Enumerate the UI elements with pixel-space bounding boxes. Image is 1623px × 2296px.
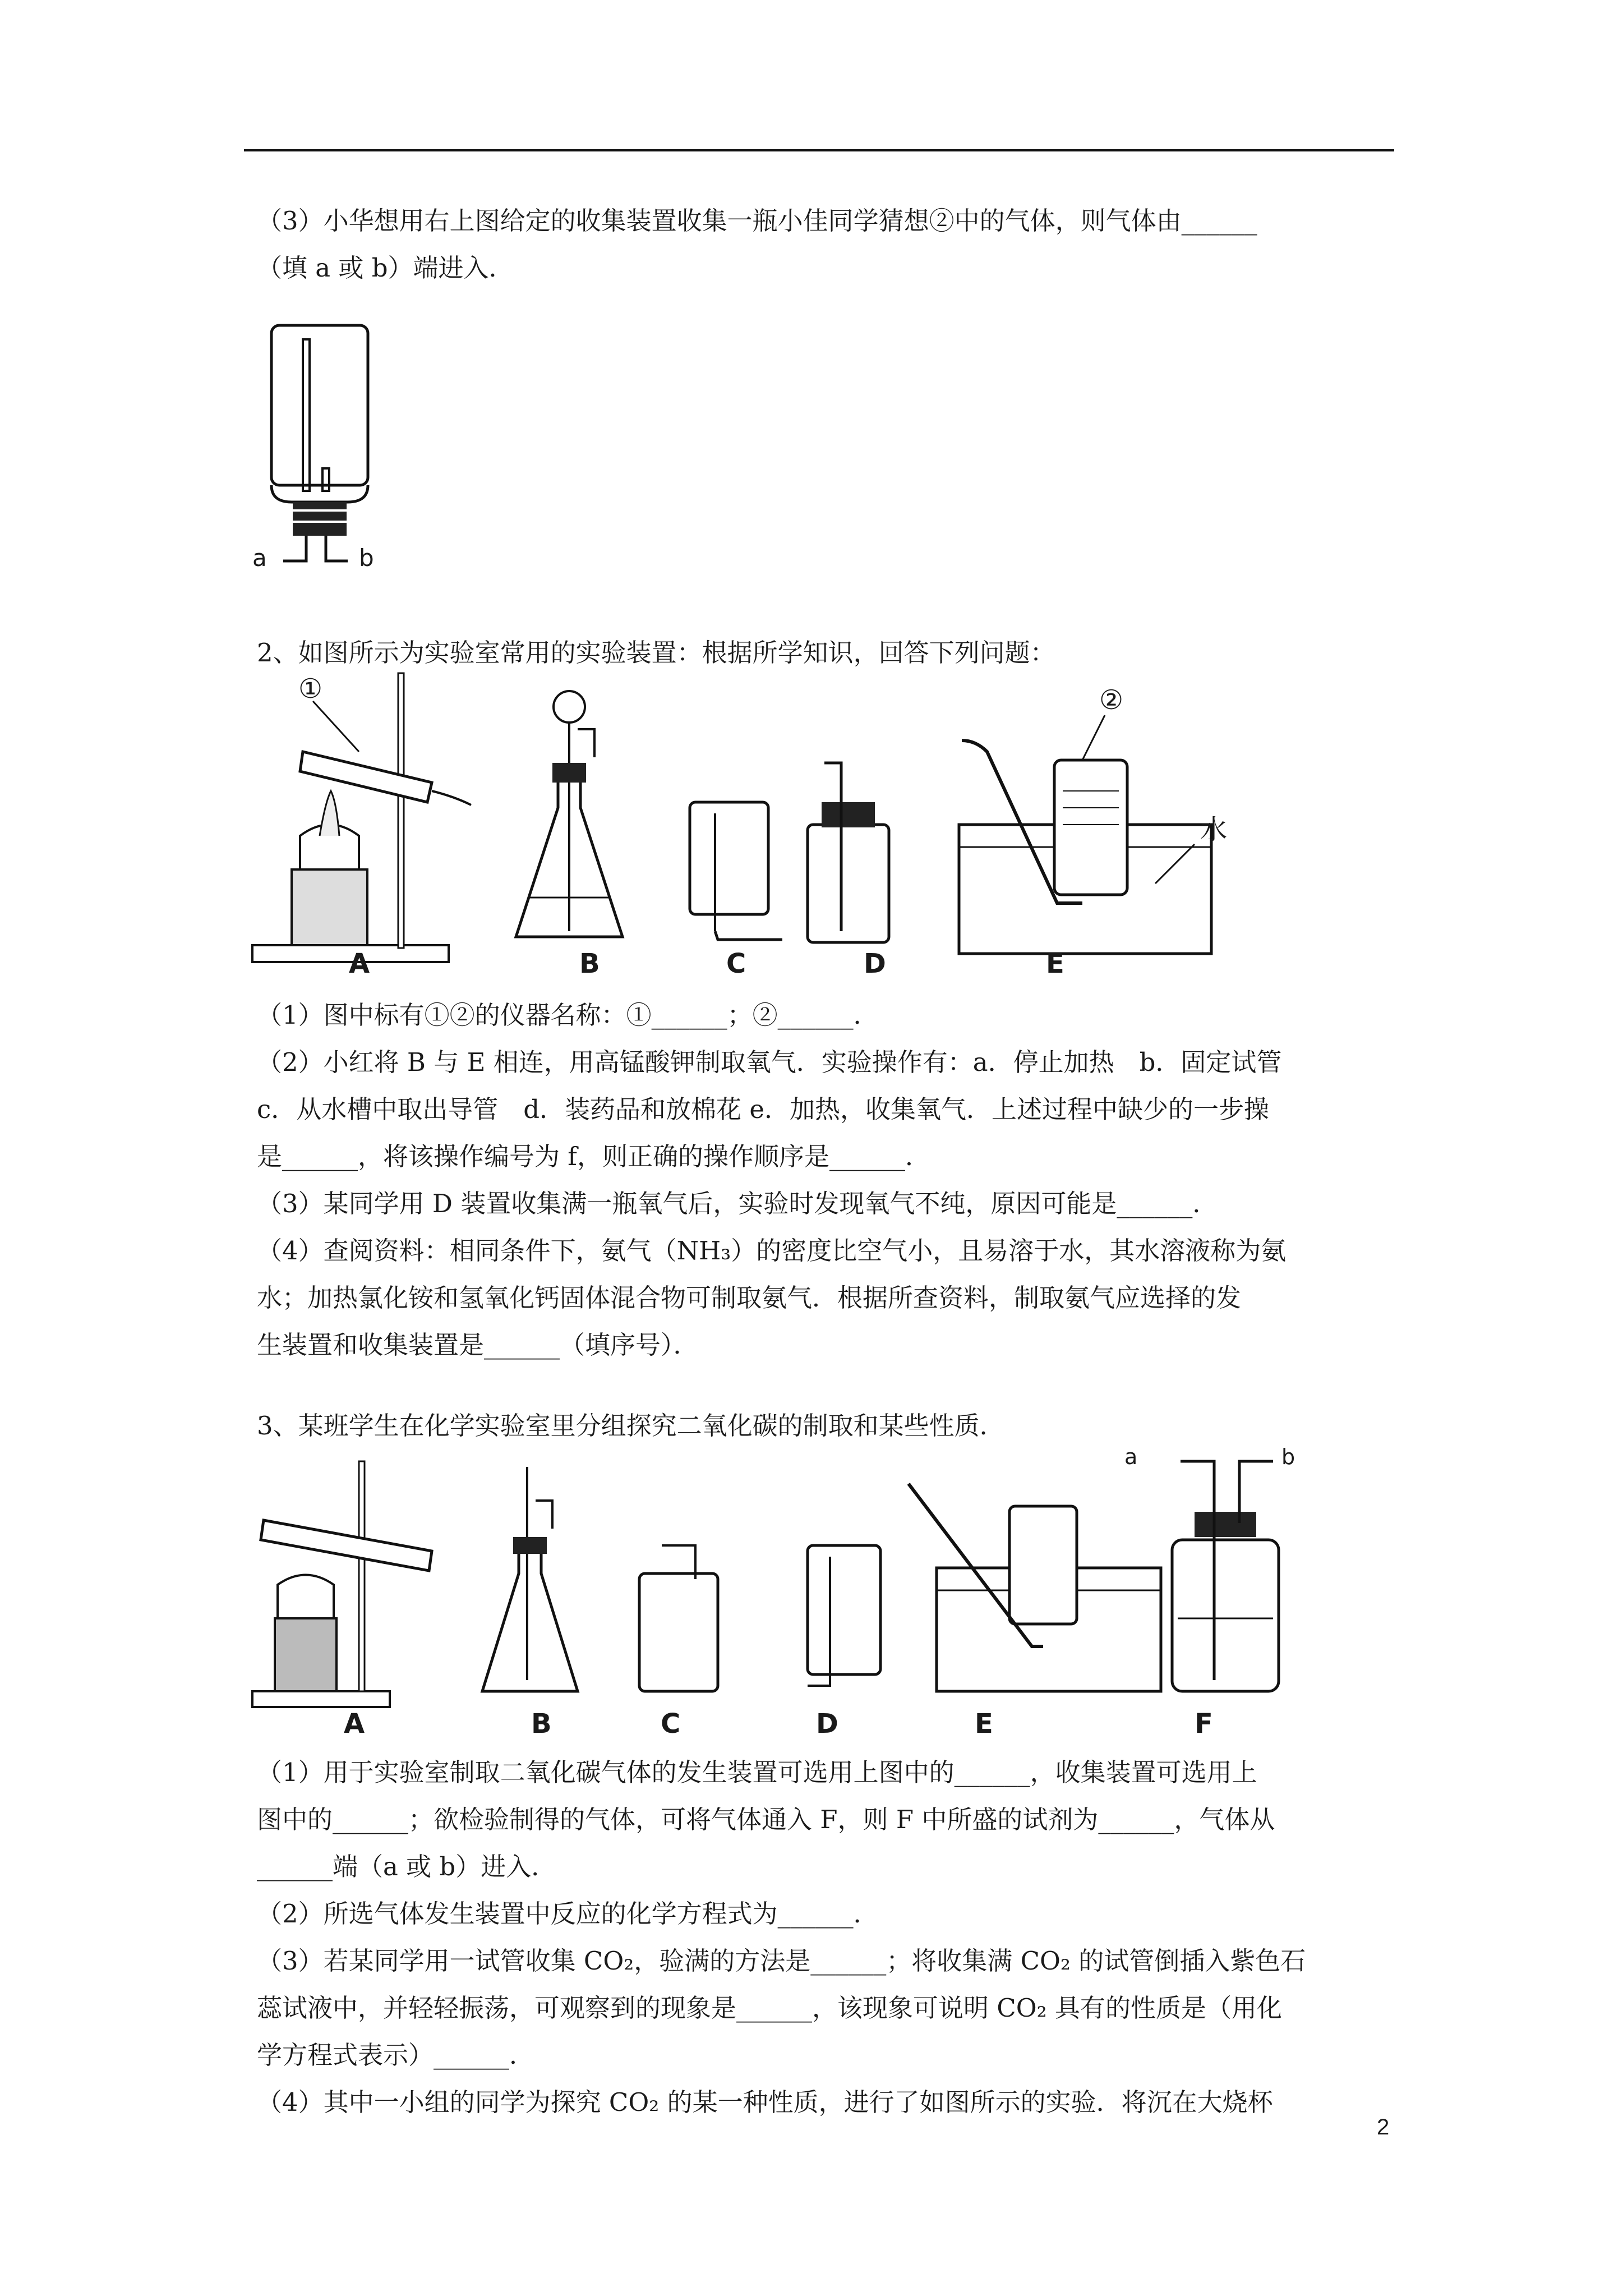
header-rule bbox=[244, 149, 1394, 151]
q2-marker-2: ② bbox=[1099, 684, 1124, 716]
q2-label-d: D bbox=[864, 948, 886, 979]
q2-water-label: 水 bbox=[1200, 814, 1228, 845]
q3-label-fig-d: D bbox=[816, 1708, 838, 1740]
q3-label-a: a bbox=[1124, 1444, 1138, 1469]
q3-apparatus-figure bbox=[247, 1444, 1312, 1759]
q2-label-c: C bbox=[726, 948, 746, 979]
q2-label-b: B bbox=[579, 948, 600, 979]
q2-stem: 2、如图所示为实验室常用的实验装置：根据所学知识，回答下列问题： bbox=[257, 638, 1055, 668]
q3-line-4: （2）所选气体发生装置中反应的化学方程式为______． bbox=[257, 1899, 879, 1929]
q3-line-3: ______端（a 或 b）进入． bbox=[257, 1852, 557, 1881]
q2-line-6: （4）查阅资料：相同条件下，氨气（NH₃）的密度比空气小，且易溶于水，其水溶液称为氨 bbox=[257, 1236, 1287, 1266]
q3-stem: 3、某班学生在化学实验室里分组探究二氧化碳的制取和某些性质． bbox=[257, 1411, 1005, 1441]
q2-label-a: A bbox=[349, 948, 370, 979]
q2-apparatus-figure bbox=[247, 668, 1245, 982]
fig1-label-a: a bbox=[252, 544, 267, 572]
q2-line-1: （1）图中标有①②的仪器名称：①______；②______． bbox=[257, 1000, 879, 1030]
q3-line-6: 蕊试液中，并轻轻振荡，可观察到的现象是______，该现象可说明 CO₂ 具有的性质是（用化 bbox=[257, 1993, 1282, 2023]
q3-label-fig-e: E bbox=[975, 1708, 993, 1740]
q2-label-e: E bbox=[1046, 948, 1064, 979]
q2-line-4: 是______，将该操作编号为 f，则正确的操作顺序是______． bbox=[257, 1142, 930, 1171]
q3-label-fig-b: B bbox=[531, 1708, 552, 1740]
q3-line-7: 学方程式表示）______． bbox=[257, 2040, 535, 2070]
q2-line-3: c．从水槽中取出导管 d．装药品和放棉花 e．加热，收集氧气．上述过程中缺少的一步操 bbox=[257, 1094, 1269, 1124]
q3-line-2: 图中的______；欲检验制得的气体，可将气体通入 F，则 F 中所盛的试剂为______，气体从 bbox=[257, 1805, 1275, 1834]
q2-line-5: （3）某同学用 D 装置收集满一瓶氧气后，实验时发现氧气不纯，原因可能是______． bbox=[257, 1189, 1218, 1218]
q1-part3-line2: （填 a 或 b）端进入． bbox=[257, 253, 514, 283]
q2-line-7: 水；加热氯化铵和氢氧化钙固体混合物可制取氨气．根据所查资料，制取氨气应选择的发 bbox=[257, 1283, 1242, 1313]
q1-part3-line1: （3）小华想用右上图给定的收集装置收集一瓶小佳同学猜想②中的气体，则气体由______ bbox=[257, 206, 1257, 236]
q3-label-fig-a: A bbox=[344, 1708, 365, 1740]
q3-label-fig-c: C bbox=[661, 1708, 681, 1740]
inverted-bottle-figure bbox=[252, 323, 387, 586]
page-number: 2 bbox=[1377, 2115, 1390, 2139]
q2-line-8: 生装置和收集装置是______（填序号）． bbox=[257, 1330, 699, 1360]
q3-label-b: b bbox=[1281, 1444, 1295, 1469]
q3-line-5: （3）若某同学用一试管收集 CO₂，验满的方法是______；将收集满 CO₂ 的试管倒插入紫色石 bbox=[257, 1946, 1306, 1976]
q2-line-2: （2）小红将 B 与 E 相连，用高锰酸钾制取氧气．实验操作有：a．停止加热 b．固定试管 bbox=[257, 1047, 1282, 1077]
fig1-label-b: b bbox=[359, 544, 374, 572]
q3-label-fig-f: F bbox=[1195, 1708, 1213, 1740]
q3-line-1: （1）用于实验室制取二氧化碳气体的发生装置可选用上图中的______，收集装置可选用上 bbox=[257, 1757, 1257, 1787]
q2-marker-1: ① bbox=[298, 673, 323, 705]
q3-line-8: （4）其中一小组的同学为探究 CO₂ 的某一种性质，进行了如图所示的实验．将沉在大烧杯 bbox=[257, 2087, 1273, 2117]
